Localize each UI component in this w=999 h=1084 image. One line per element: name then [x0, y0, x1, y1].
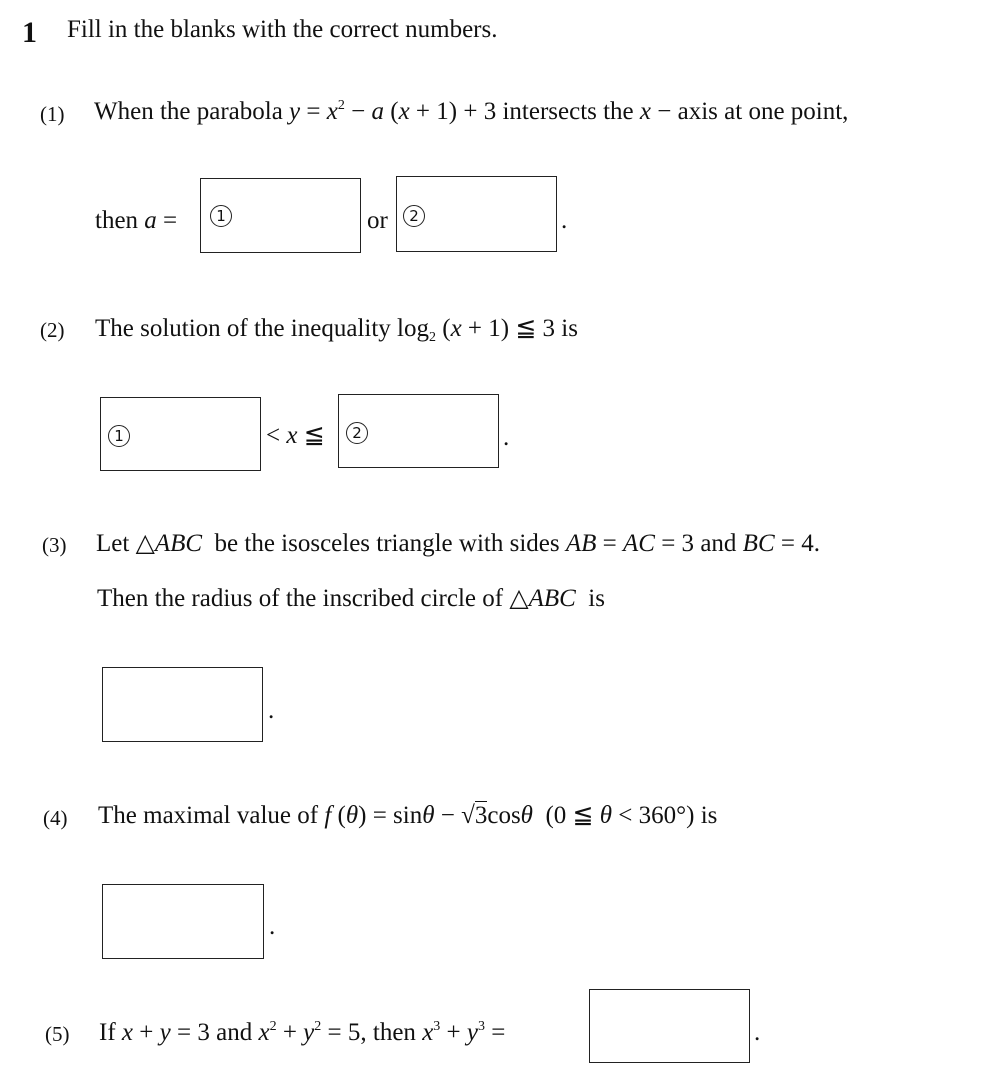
- q1-axis-text: axis at one point,: [677, 98, 849, 125]
- q4-formula: f (θ) = sinθ − √3cosθ (0 ≦ θ < 360°): [324, 802, 695, 829]
- q3-line1-and: and: [700, 530, 737, 557]
- q4-text-before: The maximal value of: [98, 802, 319, 829]
- q3-period: .: [268, 697, 275, 724]
- q2-blank-2-marker: 2: [346, 422, 368, 444]
- q1-text-after: intersects the: [502, 98, 634, 125]
- q4-line1: [98, 803, 717, 828]
- q2-label: (2): [40, 318, 65, 342]
- q1-blank-2-marker: 2: [403, 205, 425, 227]
- q5-line1: If x + y = 3 and $x^2 + y^2 = 5$, then $x^3 + y^3$ =: [99, 1019, 506, 1046]
- q2-text-after: is: [561, 315, 578, 342]
- q3-triangle-2: △ABC: [509, 585, 576, 612]
- q4-answer-box[interactable]: [102, 884, 264, 959]
- q1-period: .: [561, 207, 568, 234]
- q4-text-after: is: [700, 802, 718, 829]
- problem-number: 1: [22, 16, 37, 49]
- q1-then-text: then: [95, 207, 139, 234]
- q5-and-text: and: [216, 1019, 253, 1046]
- instruction-text: Fill in the blanks with the correct numbers.: [67, 16, 498, 43]
- q1-text-before: When the parabola: [94, 98, 283, 125]
- q3-line2: [97, 586, 605, 611]
- q3-line2-after: is: [588, 585, 605, 612]
- q2-period: .: [503, 424, 510, 451]
- q4-label: (4): [43, 806, 68, 830]
- q1-blank-1-marker: 1: [210, 205, 232, 227]
- q1-label: (1): [40, 102, 65, 126]
- q1-formula: y: [289, 98, 301, 125]
- q3-line1-before: Let: [96, 530, 130, 557]
- q5-if-text: If: [99, 1019, 116, 1046]
- q3-line2-before: Then the radius of the inscribed circle of: [97, 585, 504, 612]
- q3-line1: Let △ABC be the isosceles triangle with sides AB = AC = 3 and BC = 4.: [96, 530, 820, 557]
- q2-inequality: < x ≦: [266, 422, 325, 449]
- q1-or-text: or: [367, 207, 388, 234]
- q2-line1: [95, 316, 578, 345]
- q2-text-before: The solution of the inequality: [95, 315, 391, 342]
- q5-then-text: then: [372, 1019, 416, 1046]
- q5-answer-box[interactable]: [589, 989, 750, 1063]
- q4-period: .: [269, 913, 276, 940]
- q3-triangle: △ABC: [135, 530, 203, 557]
- q3-answer-box[interactable]: [102, 667, 263, 742]
- q5-label: (5): [45, 1022, 70, 1046]
- q5-period: .: [754, 1019, 761, 1046]
- q3-label: (3): [42, 533, 67, 557]
- q2-blank-1-marker: 1: [108, 425, 130, 447]
- q3-line1-mid: be the isosceles triangle with sides: [214, 530, 560, 557]
- q2-formula: $\log_2 (x + 1)$ ≦ 3: [397, 315, 556, 345]
- q1-then-line: then a =: [95, 207, 178, 234]
- q1-line1: When the parabola $y = x^2 - a$ (x + 1) + 3 intersects the x − axis at one point,: [94, 98, 849, 125]
